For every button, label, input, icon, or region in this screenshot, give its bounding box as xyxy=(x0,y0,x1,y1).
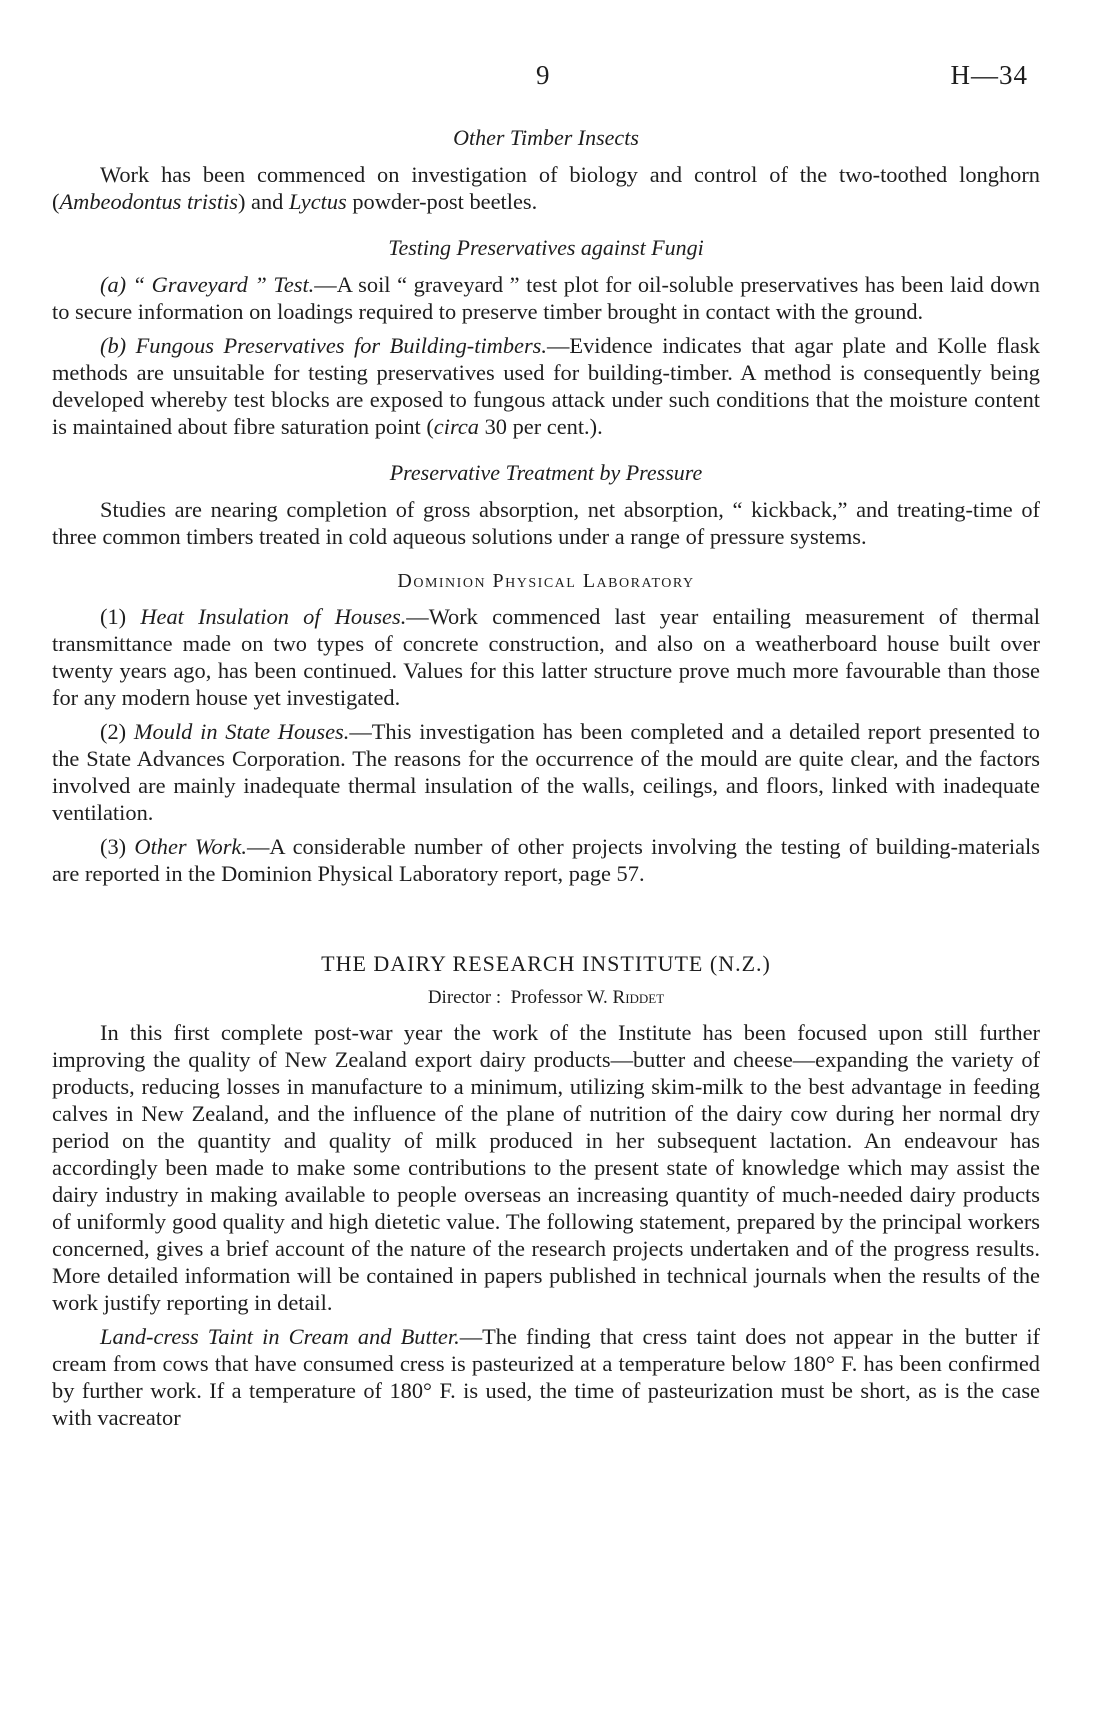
text-run: —A considerable number of other projects involving the testing of building-materials are reported in the Dominion Physical Laboratory report, page 57. xyxy=(52,834,1040,886)
paragraph-fungous-preservatives xyxy=(52,332,1040,440)
text-run: —This investigation has been completed and a detailed report presented to the State Advances Corporation. The reasons for the occurrence of the mould are quite clear, and the factors involved are mainly inadequate thermal insulation of the walls, ceilings, and floors, linked with inadequate ventilation. xyxy=(52,719,1040,825)
director-line xyxy=(52,987,1040,1009)
paragraph-land-cress-taint xyxy=(52,1323,1040,1431)
text-run: —Evidence indicates that agar plate and Kolle flask methods are unsuitable for testing preservatives used for building-timber. A method is consequently being developed whereby test blocks are exposed to fungous attack under such conditions that the moisture content is maintained about fibre saturation point ( xyxy=(52,333,1041,439)
text-run: 30 per cent.). xyxy=(478,414,603,439)
paragraph-label: Other Work. xyxy=(134,834,247,859)
paragraph-timber-insects xyxy=(52,161,1040,215)
page-number: 9 xyxy=(536,60,550,90)
paragraph-label: (a) “ Graveyard ” Test. xyxy=(100,272,315,297)
paragraph-label: Land-cress Taint in Cream and Butter. xyxy=(100,1324,460,1349)
paragraph-dairy-intro: In this first complete post-war year the work of the Institute has been focused upon still further improving the quality of New Zealand export dairy products—butter and cheese—expanding the variety of products, reducing losses in manufacture to a minimum, utilizing skim-milk to the best advantage in feeding calves in New Zealand, and the influence of the plane of nutrition of the dairy cow during her normal dry period on the quantity and quality of milk produced in her subsequent lactation. An endeavour has accordingly been made to make some contributions to the present state of knowledge which may assist the dairy industry in making available to people overseas an increasing quantity of much-needed dairy products of uniformly good quality and high dietetic value. The following statement, prepared by the principal workers concerned, gives a brief account of the nature of the research projects undertaken and of the progress results. More detailed information will be contained in papers published in technical journals when the results of the work justify reporting in detail. xyxy=(52,1020,1040,1315)
text-run: powder-post beetles. xyxy=(346,189,538,214)
paragraph-label: Mould in State Houses. xyxy=(133,719,350,744)
paragraph-heat-insulation xyxy=(52,603,1040,711)
item-number: (3) xyxy=(100,834,135,859)
text-run: circa xyxy=(433,414,479,439)
text-run: ) and xyxy=(237,189,289,214)
paragraph-mould-state-houses xyxy=(52,718,1040,826)
paragraph-graveyard-test xyxy=(52,271,1040,325)
paragraph-other-work xyxy=(52,833,1040,887)
species-name: Ambeodontus tristis xyxy=(59,189,238,214)
director-label: Director : xyxy=(427,987,502,1008)
section-heading-other-timber-insects: Other Timber Insects xyxy=(453,125,639,150)
genus-name: Lyctus xyxy=(288,189,347,214)
section-heading-preservative-treatment: Preservative Treatment by Pressure xyxy=(389,460,703,485)
text-run: —Work commenced last year entailing measurement of thermal transmittance made on two types of concrete construction, and also on a weatherboard house built over twenty years ago, has been continued. Values for this latter structure prove much more favourable than those for any modern house yet investigated. xyxy=(52,604,1040,710)
section-heading-testing-preservatives: Testing Preservatives against Fungi xyxy=(388,235,704,260)
section-heading-dairy-institute: THE DAIRY RESEARCH INSTITUTE (N.Z.) xyxy=(321,951,771,976)
section-heading-dominion-lab: Dominion Physical Laboratory xyxy=(397,570,695,592)
paragraph-label: Heat Insulation of Houses. xyxy=(140,604,407,629)
paragraph-pressure-treatment: Studies are nearing completion of gross absorption, net absorption, “ kickback,” and treating-time of three common timbers treated in cold aqueous solutions under a range of pressure systems. xyxy=(52,497,1040,549)
director-surname: Riddet xyxy=(612,987,665,1008)
item-number: (2) xyxy=(100,719,134,744)
text-run: Work has been commenced on investigation of biology and control of the two-toothed longhorn ( xyxy=(52,162,1040,214)
page-body xyxy=(52,125,1040,1431)
document-reference: H—34 xyxy=(950,60,1028,90)
paragraph-label: (b) Fungous Preservatives for Building-timbers. xyxy=(100,333,547,358)
text-run: —The finding that cress taint does not appear in the butter if cream from cows that have consumed cress is pasteurized at a temperature below 180° F. has been confirmed by further work. If a temperature of 180° F. is used, the time of pasteurization must be short, as is the case with vacreator xyxy=(52,1324,1040,1430)
item-number: (1) xyxy=(100,604,141,629)
text-run: —A soil “ graveyard ” test plot for oil-soluble preservatives has been laid down to secure information on loadings required to preserve timber brought in contact with the ground. xyxy=(52,272,1041,324)
director-name: Professor W. xyxy=(510,987,613,1008)
